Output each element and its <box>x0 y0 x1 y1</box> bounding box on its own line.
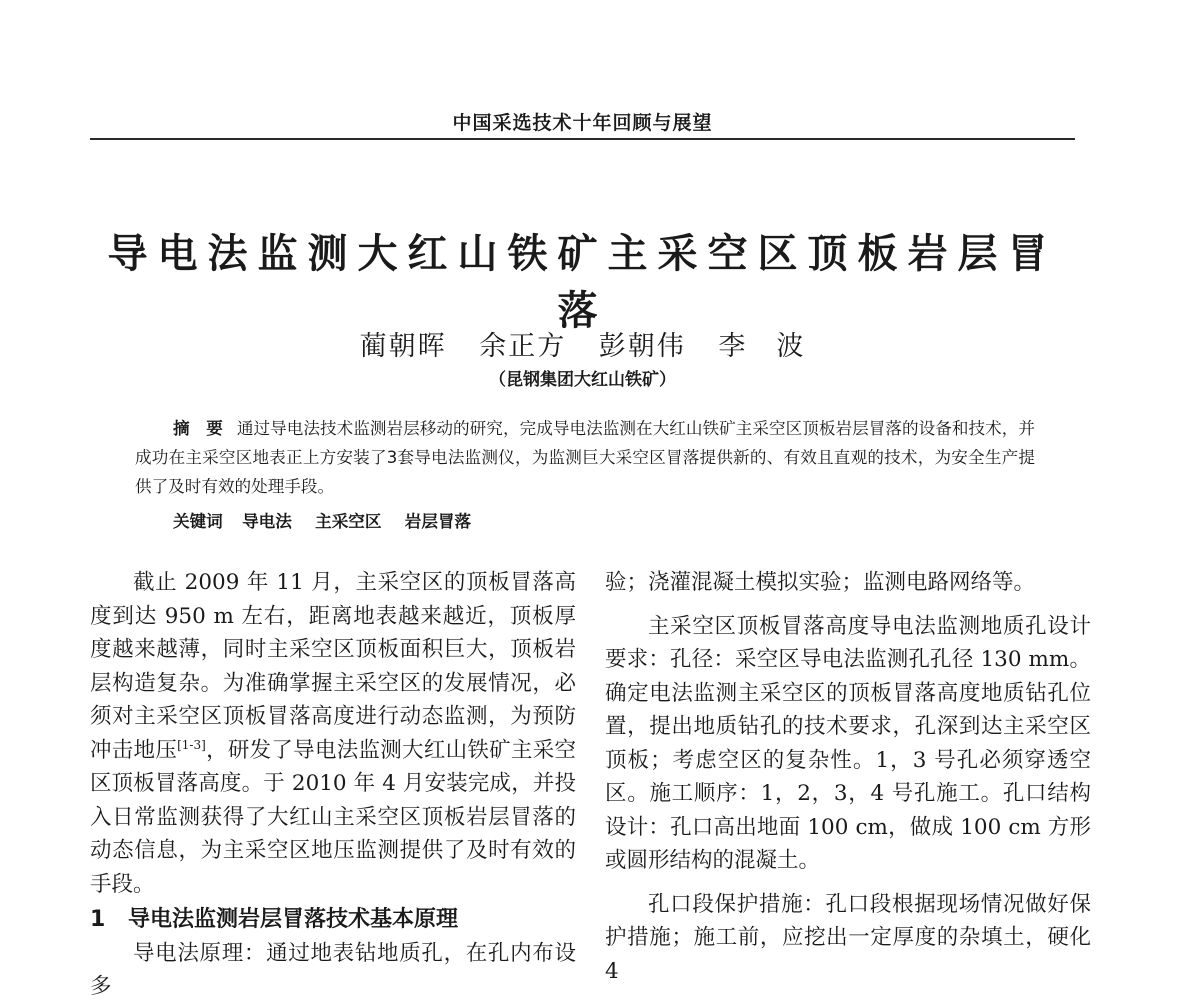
section-heading <box>90 903 576 937</box>
keyword: 导电法 <box>242 512 292 531</box>
author: 李 波 <box>718 331 806 362</box>
abstract-text: 通过导电法技术监测岩层移动的研究，完成导电法监测在大红山铁矿主采空区顶板岩层冒落的设备和技术，并成功在主采空区地表正上方安装了3套导电法监测仪，为监测巨大采空区冒落提供新的、有效且直观的技术，为安全生产提供了及时有效的处理手段。 <box>135 419 1036 496</box>
continued-paragraph: 验；浇灌混凝土模拟实验；监测电路网络等。 <box>605 570 1036 595</box>
abstract-label: 摘 要 <box>173 419 223 438</box>
principle-paragraph: 导电法原理：通过地表钻地质孔，在孔内布设多 <box>90 940 576 999</box>
affiliation: （昆钢集团大红山铁矿） <box>489 370 676 390</box>
author-list <box>90 324 1075 363</box>
intro-text-b: ，研发了导电法监测大红山铁矿主采空区顶板冒落高度。于 2010 年 4 月安装完成，并投入日常监测获得了大红山主采空区顶板岩层冒落的动态信息，为主采空区地压监测提供了及时有效的手段。 <box>90 737 576 897</box>
author: 彭朝伟 <box>598 331 686 362</box>
intro-text-a: 截止 2009 年 11 月，主采空区的顶板冒落高度到达 950 m 左右，距离地表越来越近，顶板厚度越来越薄，同时主采空区顶板面积巨大，顶板岩层构造复杂。为准确掌握主采空区的发展情况，必须对主采空区顶板冒落高度进行动态监测，为预防冲击地压 <box>90 570 576 763</box>
header-rule <box>90 138 1075 140</box>
keyword: 岩层冒落 <box>404 512 472 531</box>
design-paragraph: 主采空区顶板冒落高度导电法监测地质孔设计要求：孔径：采空区导电法监测孔孔径 130 mm。确定电法监测主采空区的顶板冒落高度地质钻孔位置，提出地质钻孔的技术要求，孔深到达主采空区顶板；考虑空区的复杂性。1，3 号孔必须穿透空区。施工顺序：1，2，3，4 号孔施工。孔口结构设计：孔口高出地面 100 cm，做成 100 cm 方形或圆形结构的混凝土。 <box>605 613 1091 873</box>
protection-paragraph: 孔口段保护措施：孔口段根据现场情况做好保护措施；施工前，应挖出一定厚度的杂填土，硬化 4 <box>605 891 1091 984</box>
author: 余正方 <box>479 331 567 362</box>
citation: [1-3] <box>177 737 206 752</box>
paper-title: 导电法监测大红山铁矿主采空区顶板岩层冒落 <box>107 230 1058 334</box>
left-column <box>90 566 576 1004</box>
keyword: 主采空区 <box>315 512 382 531</box>
section-title: 导电法监测岩层冒落技术基本原理 <box>128 907 459 932</box>
section-number: 1 <box>90 907 106 932</box>
author: 蔺朝晖 <box>359 331 447 362</box>
running-head: 中国采选技术十年回顾与展望 <box>452 112 713 134</box>
right-column <box>605 566 1091 988</box>
intro-paragraph <box>90 566 576 901</box>
keywords <box>173 508 1033 532</box>
keywords-label: 关键词 <box>173 512 223 531</box>
abstract <box>135 414 1035 501</box>
